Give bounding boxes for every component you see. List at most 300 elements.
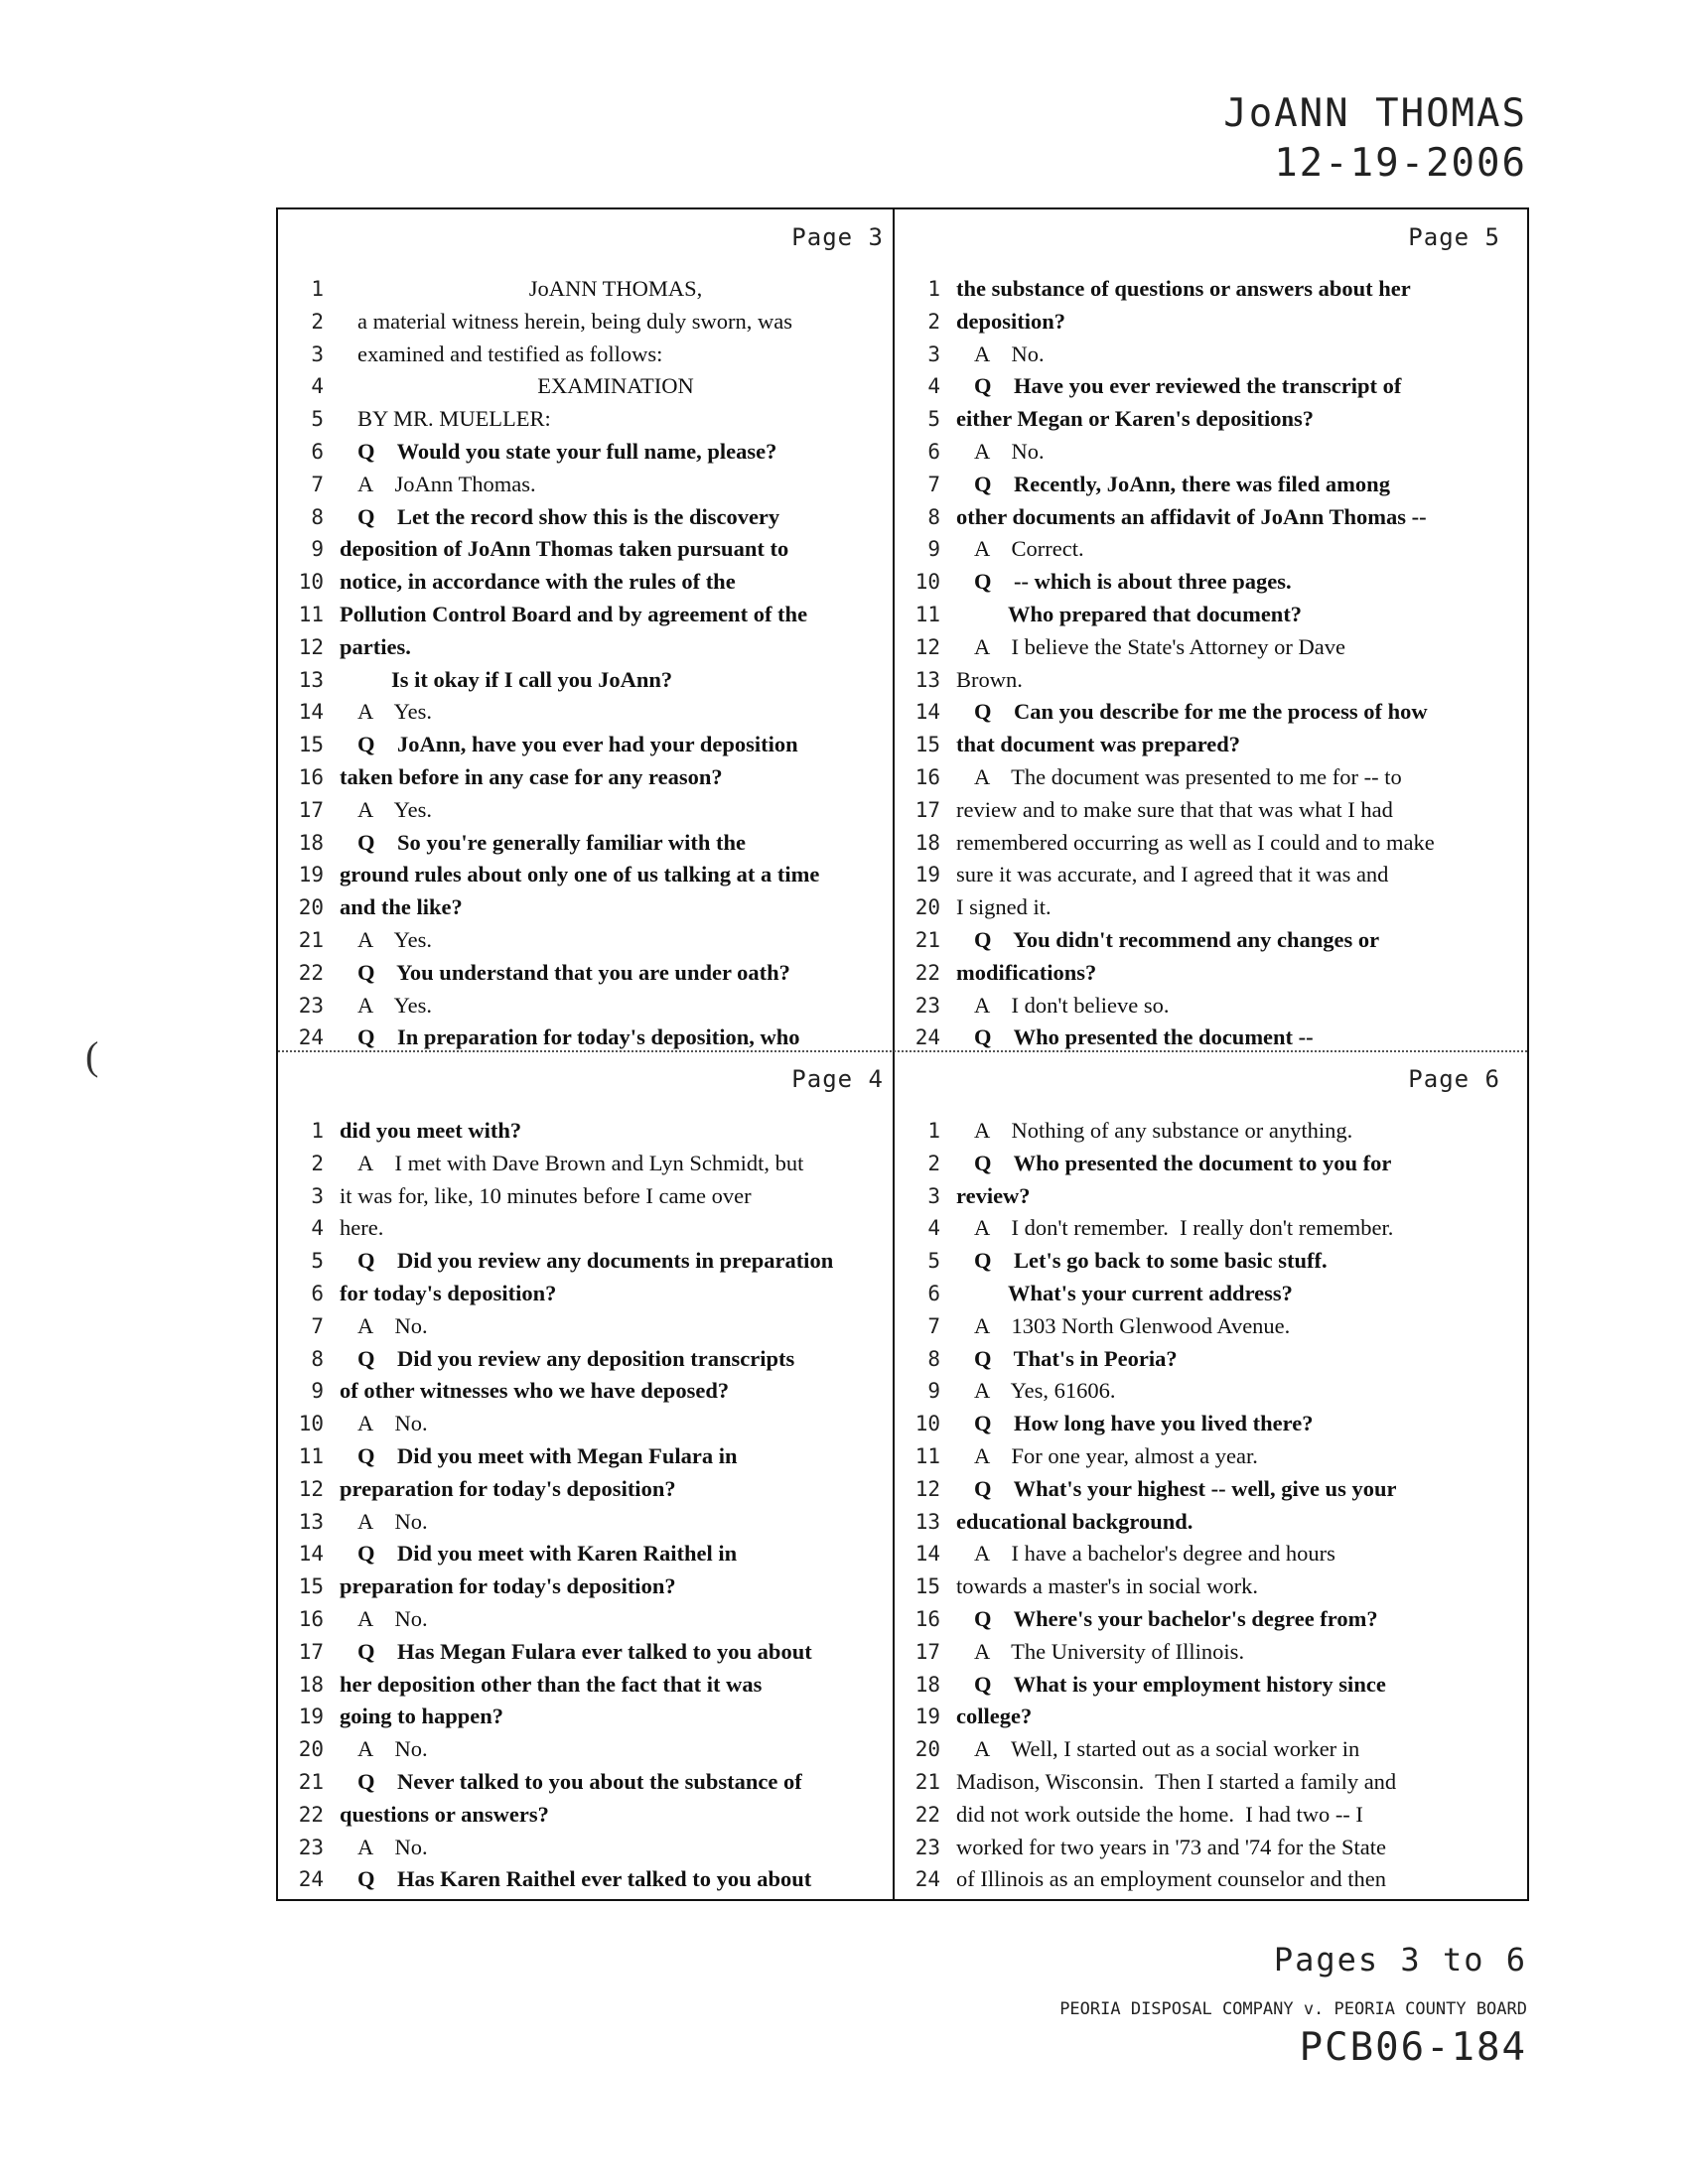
line-number: 6 (927, 439, 940, 464)
line-number: 13 (298, 1509, 324, 1534)
line-number: 19 (914, 863, 940, 887)
transcript-line (278, 1570, 896, 1603)
transcript-line (895, 1733, 1512, 1766)
transcript-line (278, 599, 896, 631)
line-number: 8 (311, 1346, 324, 1371)
line-text: Q Never talked to you about the substance of (357, 1768, 802, 1794)
transcript-line (895, 1636, 1512, 1669)
line-number: 11 (914, 602, 940, 626)
line-number: 20 (298, 895, 324, 920)
transcript-line (278, 664, 896, 697)
transcript-line (895, 1799, 1512, 1832)
line-number: 23 (914, 993, 940, 1018)
line-number: 22 (914, 1802, 940, 1827)
line-number: 23 (298, 993, 324, 1018)
transcript-line (278, 1408, 896, 1440)
transcript-line (278, 1603, 896, 1636)
line-text: did you meet with? (340, 1118, 522, 1143)
transcript-lines (278, 273, 896, 1054)
transcript-line (278, 1832, 896, 1864)
transcript-line (895, 761, 1512, 794)
transcript-page-5 (895, 209, 1512, 1051)
transcript-line (895, 1701, 1512, 1733)
transcript-line (895, 1440, 1512, 1473)
transcript-line (278, 501, 896, 534)
transcript-line (895, 1245, 1512, 1278)
line-text: of other witnesses who we have deposed? (340, 1378, 730, 1404)
transcript-line (895, 1473, 1512, 1506)
transcript-line (278, 1343, 896, 1376)
line-text: of Illinois as an employment counselor and then (956, 1866, 1387, 1892)
transcript-line (278, 1799, 896, 1832)
line-text: What's your current address? (1008, 1280, 1293, 1305)
transcript-line (895, 436, 1512, 469)
line-text: college? (956, 1704, 1033, 1729)
witness-name-header: JoANN THOMAS (1223, 91, 1527, 136)
line-number: 12 (914, 1476, 940, 1501)
transcript-line (278, 696, 896, 729)
line-text: towards a master's in social work. (956, 1573, 1258, 1599)
line-text: BY MR. MUELLER: (357, 406, 551, 432)
line-text: review and to make sure that that was what I had (956, 796, 1393, 822)
line-number: 20 (914, 895, 940, 920)
transcript-line (278, 1636, 896, 1669)
line-number: 13 (914, 667, 940, 692)
line-number: 11 (298, 1443, 324, 1468)
line-number: 23 (914, 1835, 940, 1859)
line-number: 13 (298, 667, 324, 692)
line-number: 24 (298, 1867, 324, 1892)
transcript-line (895, 1863, 1512, 1896)
transcript-line (278, 1701, 896, 1733)
line-text: ground rules about only one of us talking at a time (340, 862, 820, 887)
transcript-line (895, 533, 1512, 566)
transcript-line (278, 827, 896, 860)
line-number: 7 (927, 472, 940, 496)
line-number: 5 (927, 407, 940, 432)
line-text: A For one year, almost a year. (974, 1442, 1258, 1468)
transcript-line (895, 729, 1512, 761)
line-number: 1 (927, 277, 940, 301)
transcript-line (895, 924, 1512, 957)
line-text: Q You didn't recommend any changes or (974, 926, 1380, 952)
line-text: A I believe the State's Attorney or Dave (974, 633, 1345, 659)
line-text: A Yes, 61606. (974, 1378, 1116, 1404)
transcript-line (278, 1538, 896, 1570)
line-number: 21 (298, 1769, 324, 1794)
line-text: Madison, Wisconsin. Then I started a family and (956, 1768, 1397, 1794)
line-number: 8 (927, 504, 940, 529)
line-number: 21 (914, 1769, 940, 1794)
line-number: 10 (298, 1412, 324, 1436)
line-text: Q Who presented the document -- (974, 1024, 1314, 1050)
line-text: here. (340, 1215, 384, 1241)
transcript-line (895, 273, 1512, 306)
transcript-page-4 (278, 1051, 896, 1893)
transcript-line (895, 1766, 1512, 1799)
line-text: Q Let the record show this is the discovery (357, 503, 780, 529)
transcript-line (895, 957, 1512, 990)
line-number: 9 (311, 1379, 324, 1404)
line-text: I signed it. (956, 894, 1052, 920)
line-text: Q Recently, JoAnn, there was filed among (974, 471, 1390, 496)
line-text: A No. (357, 1834, 428, 1859)
line-text: Q Has Karen Raithel ever talked to you about (357, 1866, 812, 1892)
transcript-line (278, 891, 896, 924)
line-text: the substance of questions or answers about her (956, 276, 1411, 301)
line-number: 4 (927, 374, 940, 399)
transcript-line (895, 1310, 1512, 1343)
line-number: 5 (927, 1249, 940, 1274)
line-number: 15 (914, 1574, 940, 1599)
transcript-line (895, 990, 1512, 1023)
line-number: 4 (311, 1216, 324, 1241)
transcript-lines (895, 273, 1512, 1054)
case-number-footer: PCB06-184 (1299, 2025, 1527, 2070)
transcript-line (895, 664, 1512, 697)
line-text: her deposition other than the fact that it was (340, 1671, 763, 1697)
line-number: 6 (927, 1281, 940, 1305)
line-text: Q What is your employment history since (974, 1671, 1386, 1697)
transcript-line (278, 794, 896, 827)
transcript-line (278, 370, 896, 403)
transcript-line (278, 1022, 896, 1054)
line-text: JoANN THOMAS, (528, 276, 703, 301)
transcript-line (895, 403, 1512, 436)
transcript-line (895, 501, 1512, 534)
pages-range-footer: Pages 3 to 6 (1273, 1941, 1527, 1979)
line-text: A Yes. (357, 796, 433, 822)
line-text: A No. (357, 1736, 428, 1762)
line-number: 9 (927, 1379, 940, 1404)
line-text: A Nothing of any substance or anything. (974, 1118, 1353, 1143)
line-text: A Yes. (357, 992, 433, 1018)
transcript-line (895, 306, 1512, 339)
line-text: deposition of JoAnn Thomas taken pursuant to (340, 536, 789, 562)
line-number: 8 (311, 504, 324, 529)
line-number: 4 (311, 374, 324, 399)
transcript-line (278, 1473, 896, 1506)
transcript-line (278, 1115, 896, 1148)
line-number: 13 (914, 1509, 940, 1534)
line-text: Q Did you review any documents in preparation (357, 1248, 834, 1274)
line-text: A No. (357, 1605, 428, 1631)
transcript-line (278, 403, 896, 436)
line-number: 4 (927, 1216, 940, 1241)
line-text: A I don't believe so. (974, 992, 1170, 1018)
transcript-line (895, 1570, 1512, 1603)
transcript-page-6 (895, 1051, 1512, 1893)
line-text: sure it was accurate, and I agreed that it was and (956, 862, 1389, 887)
line-number: 7 (311, 1313, 324, 1338)
line-text: A 1303 North Glenwood Avenue. (974, 1312, 1291, 1338)
line-number: 8 (927, 1346, 940, 1371)
page-label: Page 6 (1408, 1065, 1500, 1093)
transcript-line (895, 1506, 1512, 1539)
line-text: A Yes. (357, 926, 433, 952)
transcript-line (895, 859, 1512, 891)
line-text: taken before in any case for any reason? (340, 763, 723, 789)
line-text: Q JoAnn, have you ever had your deposition (357, 732, 798, 757)
transcript-line (278, 1310, 896, 1343)
line-number: 1 (927, 1119, 940, 1143)
transcript-line (278, 1212, 896, 1245)
line-number: 12 (298, 634, 324, 659)
line-text: parties. (340, 633, 411, 659)
transcript-line (278, 533, 896, 566)
line-number: 3 (927, 1183, 940, 1208)
page-label: Page 5 (1408, 223, 1500, 251)
line-text: educational background. (956, 1508, 1193, 1534)
transcript-grid (276, 207, 1529, 1901)
transcript-line (278, 761, 896, 794)
line-number: 19 (298, 1705, 324, 1729)
line-text: A JoAnn Thomas. (357, 471, 536, 496)
line-number: 12 (914, 634, 940, 659)
line-text: going to happen? (340, 1704, 504, 1729)
transcript-line (278, 1278, 896, 1310)
transcript-line (895, 1408, 1512, 1440)
line-number: 22 (914, 960, 940, 985)
line-number: 10 (914, 1412, 940, 1436)
transcript-line (278, 1245, 896, 1278)
case-caption-footer: PEORIA DISPOSAL COMPANY v. PEORIA COUNTY BOARD (1059, 1999, 1527, 2019)
line-text: A Correct. (974, 536, 1084, 562)
line-number: 16 (298, 1606, 324, 1631)
line-number: 18 (914, 1672, 940, 1697)
line-number: 17 (298, 797, 324, 822)
line-text: A Yes. (357, 699, 433, 725)
line-number: 18 (914, 830, 940, 855)
transcript-line (895, 794, 1512, 827)
line-number: 9 (927, 537, 940, 562)
transcript-line (895, 1538, 1512, 1570)
transcript-line (895, 1832, 1512, 1864)
line-text: Q Did you review any deposition transcripts (357, 1345, 795, 1371)
line-number: 2 (927, 309, 940, 334)
line-number: 6 (311, 439, 324, 464)
transcript-line (278, 306, 896, 339)
line-text: Q Who presented the document to you for (974, 1150, 1392, 1175)
line-number: 18 (298, 830, 324, 855)
line-number: 17 (298, 1639, 324, 1664)
line-text: remembered occurring as well as I could and to make (956, 829, 1435, 855)
line-text: Q Where's your bachelor's degree from? (974, 1605, 1378, 1631)
line-number: 22 (298, 960, 324, 985)
line-number: 20 (298, 1737, 324, 1762)
line-text: review? (956, 1182, 1031, 1208)
line-text: Q Did you meet with Megan Fulara in (357, 1442, 738, 1468)
transcript-line (895, 891, 1512, 924)
line-text: Q What's your highest -- well, give us your (974, 1475, 1397, 1501)
line-number: 3 (311, 1183, 324, 1208)
line-text: A No. (974, 438, 1045, 464)
transcript-line (278, 339, 896, 371)
line-number: 17 (914, 1639, 940, 1664)
transcript-line (895, 566, 1512, 599)
line-text: worked for two years in '73 and '74 for the State (956, 1834, 1386, 1859)
transcript-line (278, 990, 896, 1023)
transcript-line (895, 696, 1512, 729)
line-number: 24 (914, 1867, 940, 1892)
line-number: 14 (914, 1542, 940, 1567)
transcript-line (278, 1375, 896, 1408)
line-text: Q Did you meet with Karen Raithel in (357, 1541, 738, 1567)
line-number: 17 (914, 797, 940, 822)
line-text: Q Let's go back to some basic stuff. (974, 1248, 1328, 1274)
line-number: 5 (311, 1249, 324, 1274)
line-text: Q You understand that you are under oath? (357, 959, 790, 985)
transcript-line (895, 1180, 1512, 1213)
line-number: 14 (298, 700, 324, 725)
line-text: preparation for today's deposition? (340, 1475, 676, 1501)
transcript-line (895, 631, 1512, 664)
transcript-line (278, 729, 896, 761)
line-text: Is it okay if I call you JoAnn? (391, 666, 673, 692)
line-number: 2 (311, 1151, 324, 1175)
transcript-line (278, 1669, 896, 1702)
line-text: deposition? (956, 308, 1066, 334)
line-number: 20 (914, 1737, 940, 1762)
page-label: Page 4 (791, 1065, 884, 1093)
line-text: that document was prepared? (956, 732, 1241, 757)
transcript-line (895, 1115, 1512, 1148)
transcript-line (895, 339, 1512, 371)
line-text: Q Has Megan Fulara ever talked to you about (357, 1638, 812, 1664)
line-text: A The University of Illinois. (974, 1638, 1245, 1664)
transcript-line (278, 1440, 896, 1473)
line-number: 1 (311, 277, 324, 301)
line-text: examined and testified as follows: (357, 341, 663, 366)
line-text: questions or answers? (340, 1801, 549, 1827)
line-text: Q So you're generally familiar with the (357, 829, 747, 855)
line-number: 19 (914, 1705, 940, 1729)
line-number: 16 (914, 764, 940, 789)
transcript-line (895, 827, 1512, 860)
line-number: 15 (298, 733, 324, 757)
transcript-line (278, 1180, 896, 1213)
transcript-line (895, 1669, 1512, 1702)
line-text: A The document was presented to me for -- to (974, 763, 1402, 789)
transcript-line (895, 599, 1512, 631)
transcript-line (895, 370, 1512, 403)
line-text: notice, in accordance with the rules of the (340, 569, 736, 595)
line-text: Q That's in Peoria? (974, 1345, 1178, 1371)
transcript-line (278, 436, 896, 469)
transcript-line (278, 469, 896, 501)
line-text: Brown. (956, 666, 1023, 692)
deposition-date-header: 12-19-2006 (1274, 141, 1527, 186)
line-number: 22 (298, 1802, 324, 1827)
line-text: and the like? (340, 894, 463, 920)
line-text: A I met with Dave Brown and Lyn Schmidt, but (357, 1150, 804, 1175)
line-number: 23 (298, 1835, 324, 1859)
line-text: A No. (357, 1508, 428, 1534)
line-number: 21 (298, 927, 324, 952)
transcript-line (895, 1343, 1512, 1376)
line-number: 7 (311, 472, 324, 496)
transcript-line (895, 1278, 1512, 1310)
line-number: 21 (914, 927, 940, 952)
line-number: 2 (927, 1151, 940, 1175)
margin-mark: ( (85, 1033, 99, 1078)
line-number: 2 (311, 309, 324, 334)
line-number: 15 (298, 1574, 324, 1599)
line-number: 24 (914, 1025, 940, 1050)
line-text: EXAMINATION (537, 373, 694, 399)
line-text: Who prepared that document? (1008, 601, 1303, 626)
line-text: for today's deposition? (340, 1280, 557, 1305)
transcript-page-3 (278, 209, 896, 1051)
transcript-line (278, 859, 896, 891)
line-number: 3 (311, 341, 324, 366)
transcript-line (278, 1733, 896, 1766)
line-text: A No. (357, 1411, 428, 1436)
transcript-lines (278, 1115, 896, 1896)
transcript-line (278, 1863, 896, 1896)
line-number: 15 (914, 733, 940, 757)
line-text: A Well, I started out as a social worker in (974, 1736, 1360, 1762)
line-number: 24 (298, 1025, 324, 1050)
line-text: Q Would you state your full name, please? (357, 438, 777, 464)
line-text: A No. (357, 1312, 428, 1338)
line-number: 19 (298, 863, 324, 887)
transcript-line (895, 1148, 1512, 1180)
line-text: preparation for today's deposition? (340, 1573, 676, 1599)
transcript-line (895, 1212, 1512, 1245)
line-text: Q Have you ever reviewed the transcript of (974, 373, 1402, 399)
transcript-line (278, 273, 896, 306)
line-text: Q -- which is about three pages. (974, 569, 1292, 595)
transcript-line (895, 1375, 1512, 1408)
transcript-line (895, 1022, 1512, 1054)
line-text: A I have a bachelor's degree and hours (974, 1541, 1335, 1567)
line-text: did not work outside the home. I had two -- I (956, 1801, 1363, 1827)
line-text: Q In preparation for today's deposition, who (357, 1024, 800, 1050)
transcript-line (278, 631, 896, 664)
line-number: 3 (927, 341, 940, 366)
line-number: 9 (311, 537, 324, 562)
line-text: modifications? (956, 959, 1097, 985)
transcript-lines (895, 1115, 1512, 1896)
line-number: 5 (311, 407, 324, 432)
transcript-line (895, 469, 1512, 501)
line-number: 10 (914, 570, 940, 595)
transcript-line (278, 566, 896, 599)
line-number: 6 (311, 1281, 324, 1305)
line-text: A No. (974, 341, 1045, 366)
line-text: a material witness herein, being duly sworn, was (357, 308, 793, 334)
line-text: other documents an affidavit of JoAnn Thomas -- (956, 503, 1427, 529)
page-label: Page 3 (791, 223, 884, 251)
transcript-line (278, 957, 896, 990)
line-number: 14 (298, 1542, 324, 1567)
line-text: Q Can you describe for me the process of how (974, 699, 1428, 725)
transcript-line (278, 1766, 896, 1799)
transcript-line (278, 1148, 896, 1180)
line-number: 16 (298, 764, 324, 789)
line-number: 11 (914, 1443, 940, 1468)
line-number: 10 (298, 570, 324, 595)
line-text: Pollution Control Board and by agreement of the (340, 601, 808, 626)
line-number: 11 (298, 602, 324, 626)
line-number: 18 (298, 1672, 324, 1697)
transcript-line (278, 924, 896, 957)
line-text: Q How long have you lived there? (974, 1411, 1314, 1436)
line-number: 16 (914, 1606, 940, 1631)
line-text: A I don't remember. I really don't remember. (974, 1215, 1394, 1241)
line-number: 12 (298, 1476, 324, 1501)
